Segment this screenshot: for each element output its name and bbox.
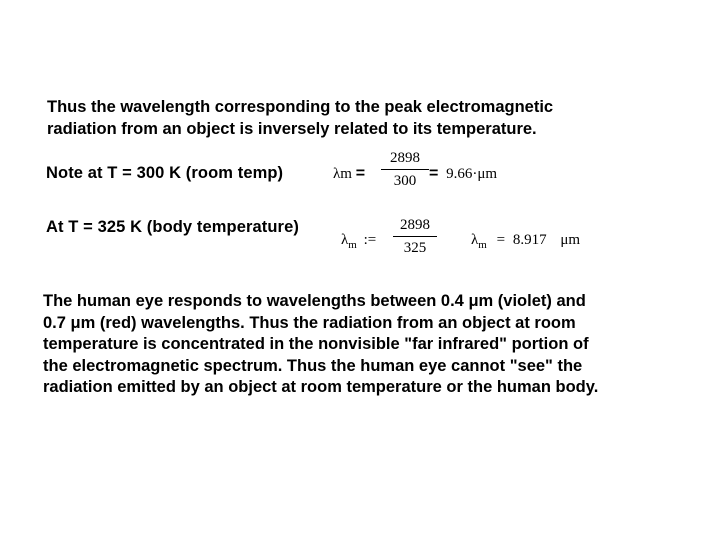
room-equals-2: = — [429, 165, 439, 182]
body-result-value: 8.917 — [512, 232, 547, 248]
intro-line-1: Thus the wavelength corresponding to the peak electromagnetic — [47, 98, 554, 116]
conclusion-line-2: 0.7 μm (red) wavelengths. Thus the radiation from an object at room — [43, 313, 576, 332]
conclusion-paragraph — [43, 291, 598, 399]
body-lambda: λ — [341, 232, 349, 248]
room-equals-1: = — [355, 165, 366, 182]
room-denominator: 300 — [393, 173, 417, 189]
conclusion-line-3: temperature is concentrated in the nonvisible "far infrared" portion of — [43, 335, 589, 353]
conclusion-line-4: the electromagnetic spectrum. Thus the human eye cannot "see" the — [43, 356, 583, 375]
body-assign: := — [363, 232, 377, 248]
room-result-group — [429, 165, 497, 183]
body-result-unit: μm — [560, 232, 581, 248]
room-temp-label: Note at T = 300 K (room temp) — [46, 164, 284, 182]
room-fraction — [381, 150, 429, 190]
room-lambda: λ — [333, 166, 341, 182]
body-lambda-2-sub: m — [478, 239, 487, 251]
body-lambda-assign — [341, 232, 376, 251]
conclusion-line-1: The human eye responds to wavelengths between 0.4 μm (violet) and — [43, 292, 586, 310]
body-fraction — [392, 217, 438, 257]
room-lambda-sub: m — [340, 166, 352, 182]
intro-line-2: radiation from an object is inversely related to its temperature. — [47, 119, 537, 138]
body-lambda-sub: m — [348, 239, 357, 251]
body-fraction-bar — [393, 236, 437, 237]
conclusion-line-5: radiation emitted by an object at room temperature or the human body. — [43, 378, 599, 396]
room-result: 9.66·μm — [446, 166, 498, 182]
room-fraction-bar — [381, 169, 429, 170]
room-lambda-symbol — [333, 165, 365, 183]
intro-paragraph — [47, 97, 553, 140]
body-denominator: 325 — [403, 240, 427, 256]
body-numerator: 2898 — [400, 217, 430, 233]
room-numerator: 2898 — [390, 150, 420, 166]
body-equals: = — [496, 232, 506, 248]
body-result-group — [471, 232, 580, 251]
body-temp-label: At T = 325 K (body temperature) — [46, 218, 299, 236]
body-lambda-2: λ — [471, 232, 479, 248]
